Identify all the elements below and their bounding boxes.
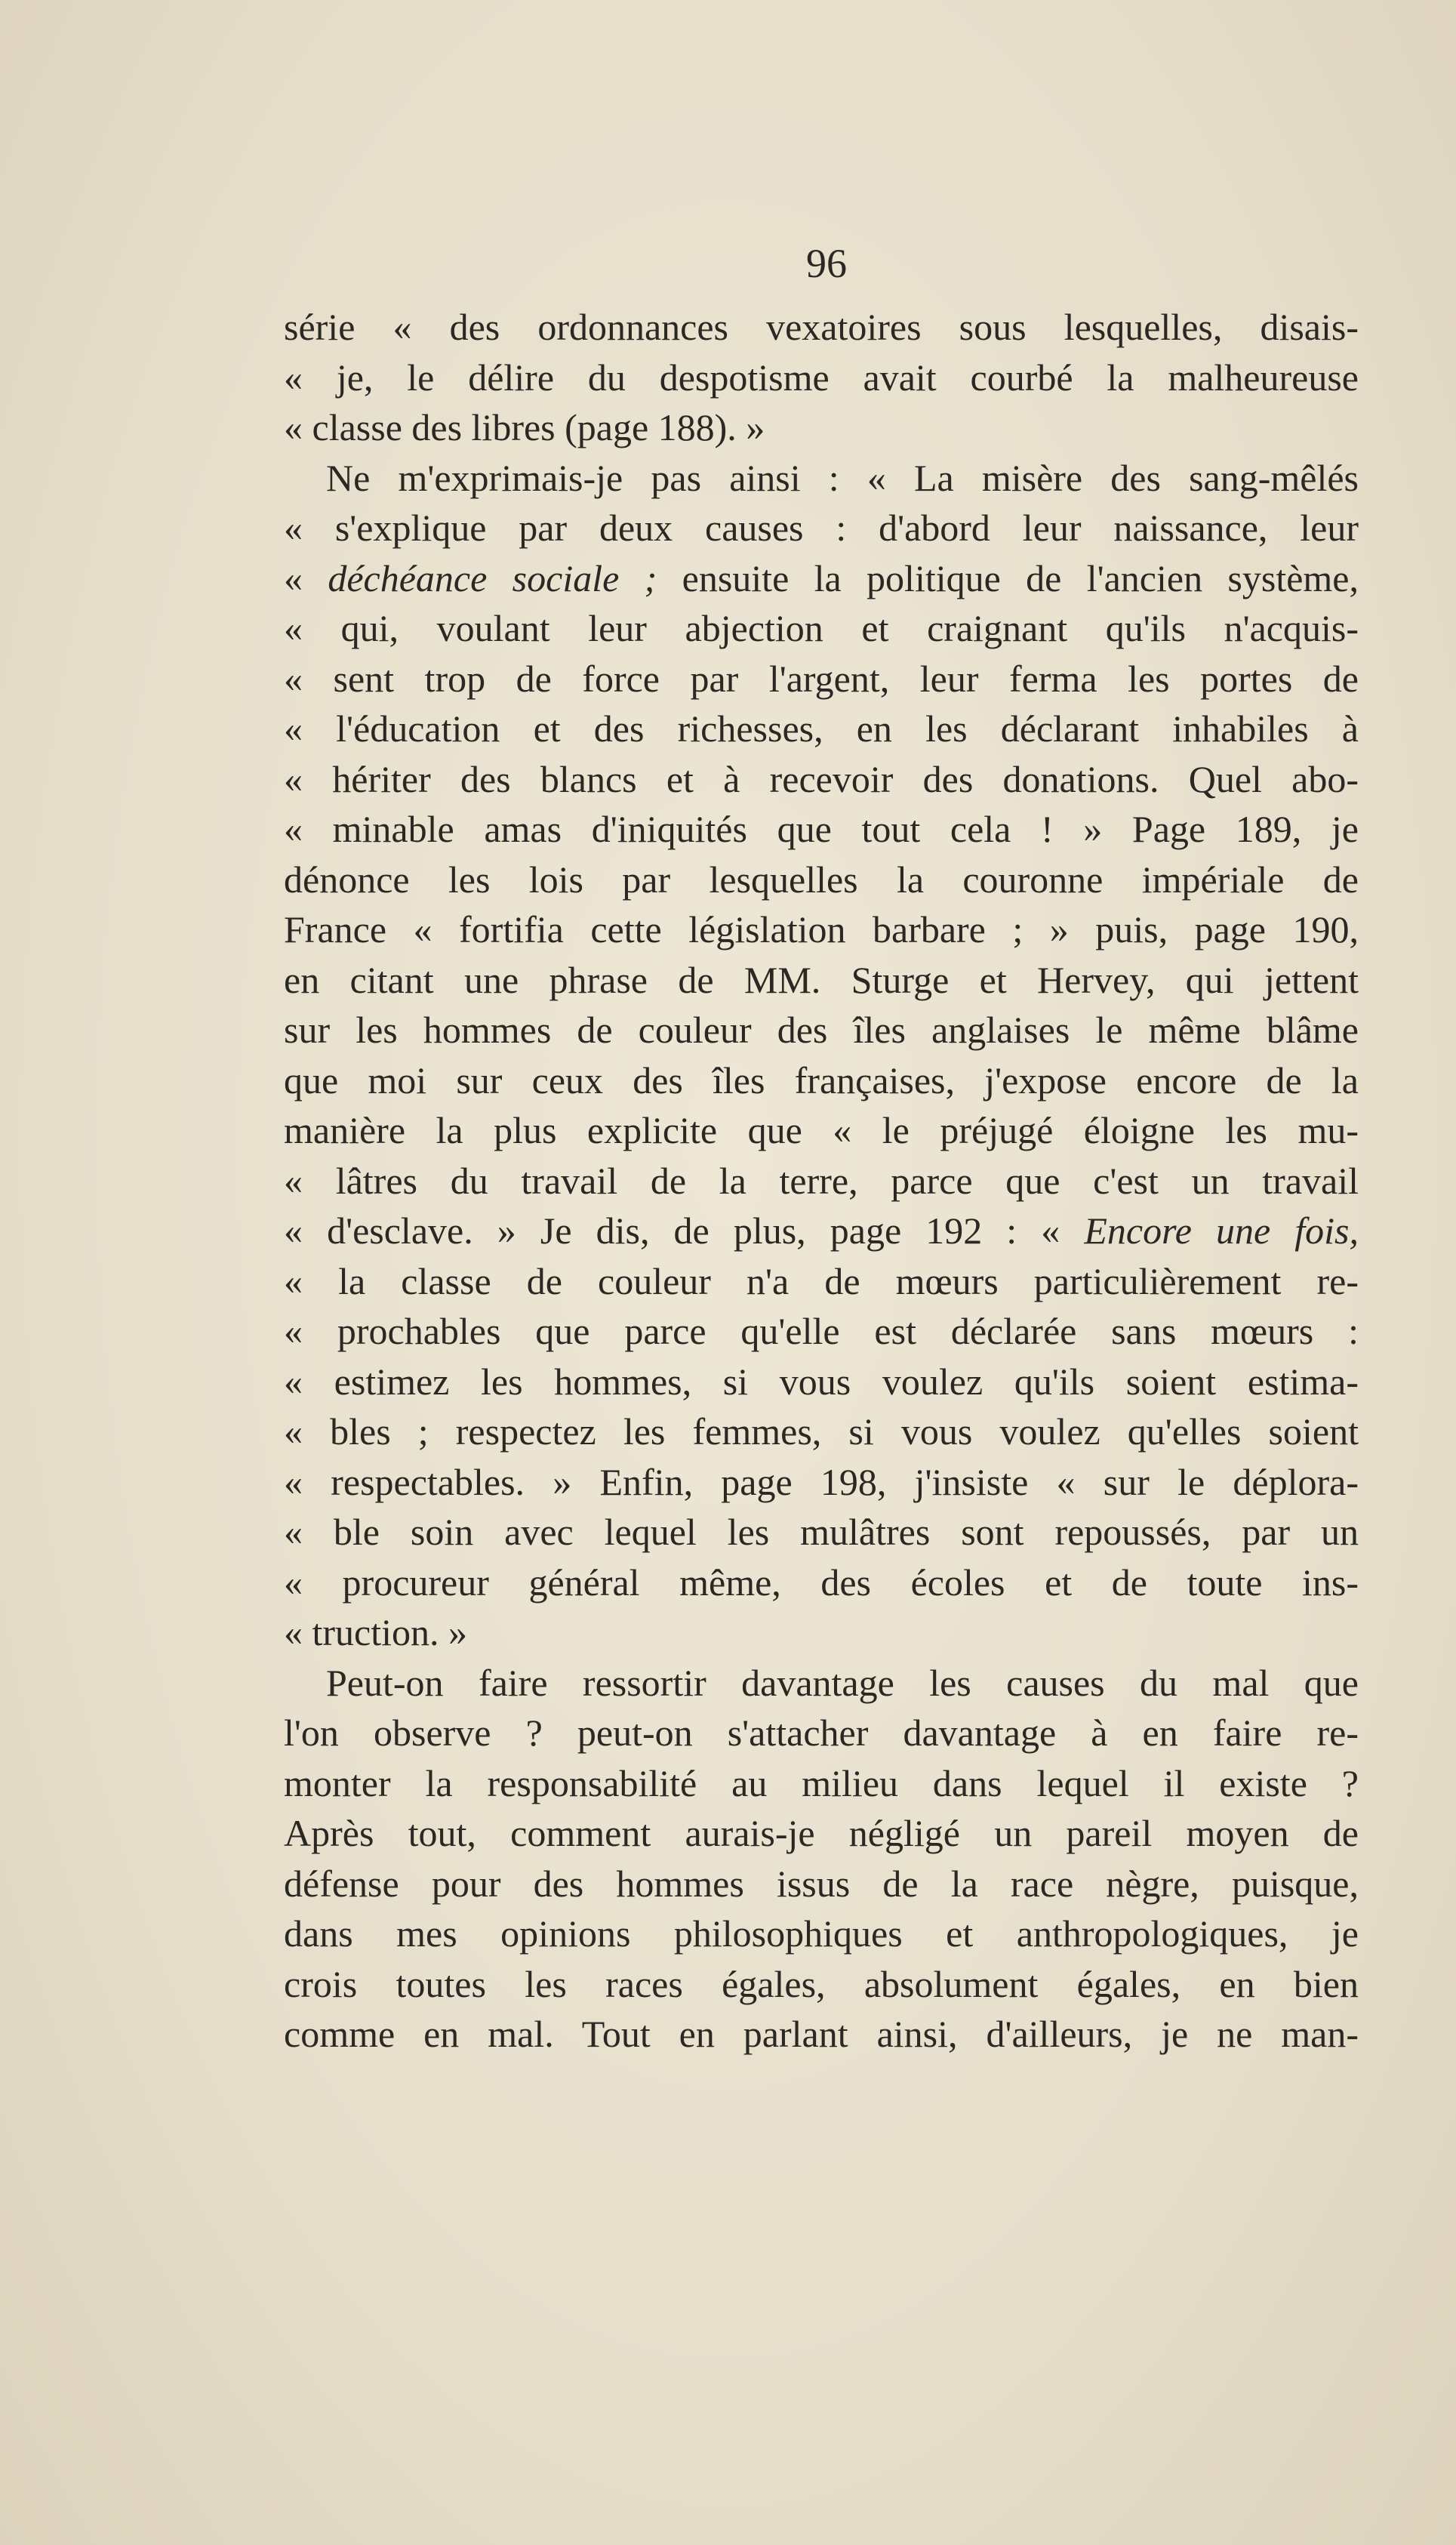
line-text: « truction. » — [284, 1611, 468, 1653]
text-line — [284, 1758, 1359, 1809]
text-line — [284, 804, 1359, 855]
text-line — [284, 302, 1359, 353]
line-text: « je, le délire du despotisme avait courbé la malheureuse — [284, 356, 1359, 399]
line-text: « hériter des blancs et à recevoir des donations. Quel abo- — [284, 757, 1359, 800]
line-text: « respectables. » Enfin, page 198, j'insiste « sur le déplora- — [284, 1460, 1359, 1503]
text-line — [284, 955, 1359, 1006]
italic-phrase: Encore une fois, — [1084, 1209, 1359, 1252]
text-line — [284, 1407, 1359, 1457]
text-line — [284, 453, 1359, 504]
line-text: « estimez les hommes, si vous voulez qu'ils soient estima- — [284, 1360, 1359, 1403]
line-prefix: « — [284, 556, 328, 599]
text-line — [284, 1206, 1359, 1256]
line-text: l'on observe ? peut-on s'attacher davantage à en faire re- — [284, 1712, 1359, 1754]
text-line — [284, 1959, 1359, 2010]
text-line — [284, 1055, 1359, 1106]
body-text — [284, 302, 1359, 2060]
text-line — [284, 1859, 1359, 1909]
line-text: sur les hommes de couleur des îles anglaises le même blâme — [284, 1009, 1359, 1051]
line-text: « l'éducation et des richesses, en les déclarant inhabiles à — [284, 707, 1359, 750]
line-text: « la classe de couleur n'a de mœurs particulièrement re- — [284, 1259, 1359, 1302]
line-text: série « des ordonnances vexatoires sous lesquelles, disais- — [284, 306, 1359, 348]
line-text: Après tout, comment aurais-je négligé un pareil moyen de — [284, 1812, 1359, 1854]
text-line — [284, 1607, 1359, 1658]
text-line — [284, 1156, 1359, 1206]
text-line — [284, 2009, 1359, 2060]
text-line — [284, 503, 1359, 553]
line-text: monter la responsabilité au milieu dans lequel il existe ? — [284, 1761, 1359, 1804]
italic-phrase: déchéance sociale ; — [328, 556, 657, 599]
text-line — [284, 855, 1359, 905]
line-text: que moi sur ceux des îles françaises, j'expose encore de la — [284, 1058, 1359, 1101]
line-text: comme en mal. Tout en parlant ainsi, d'ailleurs, je ne man- — [284, 2013, 1359, 2055]
line-text: « bles ; respectez les femmes, si vous voulez qu'elles soient — [284, 1410, 1359, 1453]
text-line — [284, 1105, 1359, 1156]
line-text: « prochables que parce qu'elle est déclarée sans mœurs : — [284, 1310, 1359, 1352]
text-line — [284, 1658, 1359, 1708]
line-text: dénonce les lois par lesquelles la couronne impériale de — [284, 858, 1359, 901]
text-line — [284, 1357, 1359, 1407]
line-text: « procureur général même, des écoles et de toute ins- — [284, 1561, 1359, 1604]
line-text: « sent trop de force par l'argent, leur ferma les portes de — [284, 657, 1359, 700]
line-text: Peut-on faire ressortir davantage les causes du mal que — [326, 1661, 1359, 1704]
text-line — [284, 553, 1359, 604]
text-line — [284, 1005, 1359, 1055]
text-line — [284, 1457, 1359, 1508]
line-text: crois toutes les races égales, absolument égales, en bien — [284, 1962, 1359, 2005]
line-text: en citant une phrase de MM. Sturge et Hervey, qui jettent — [284, 958, 1359, 1001]
line-text: « d'esclave. » Je dis, de plus, page 192 : « — [284, 1209, 1085, 1252]
line-text: manière la plus explicite que « le préjugé éloigne les mu- — [284, 1109, 1359, 1151]
text-line — [284, 1558, 1359, 1608]
line-text: « lâtres du travail de la terre, parce que c'est un travail — [284, 1159, 1359, 1202]
line-text: Ne m'exprimais-je pas ainsi : « La misère des sang-mêlés — [326, 456, 1359, 499]
text-line — [284, 1708, 1359, 1758]
line-text: ensuite la politique de l'ancien système, — [657, 556, 1359, 599]
text-line — [284, 1306, 1359, 1357]
line-text: « qui, voulant leur abjection et craignant qu'ils n'acquis- — [284, 607, 1359, 649]
text-line — [284, 704, 1359, 754]
text-line — [284, 1808, 1359, 1859]
text-line — [284, 353, 1359, 403]
line-text: « s'explique par deux causes : d'abord leur naissance, leur — [284, 507, 1359, 549]
line-text: « ble soin avec lequel les mulâtres sont repoussés, par un — [284, 1511, 1359, 1553]
page-number: 96 — [806, 241, 847, 286]
line-text: France « fortifia cette législation barbare ; » puis, page 190, — [284, 908, 1359, 951]
text-line — [284, 754, 1359, 805]
text-line — [284, 402, 1359, 453]
text-line — [284, 904, 1359, 955]
text-line — [284, 1256, 1359, 1307]
line-text: défense pour des hommes issus de la race nègre, puisque, — [284, 1862, 1359, 1905]
line-text: « minable amas d'iniquités que tout cela ! » Page 189, je — [284, 808, 1359, 850]
text-line — [284, 603, 1359, 654]
text-line — [284, 1507, 1359, 1558]
text-line — [284, 1909, 1359, 1959]
line-text: « classe des libres (page 188). » — [284, 406, 765, 448]
text-line — [284, 654, 1359, 704]
line-text: dans mes opinions philosophiques et anthropologiques, je — [284, 1912, 1359, 1955]
